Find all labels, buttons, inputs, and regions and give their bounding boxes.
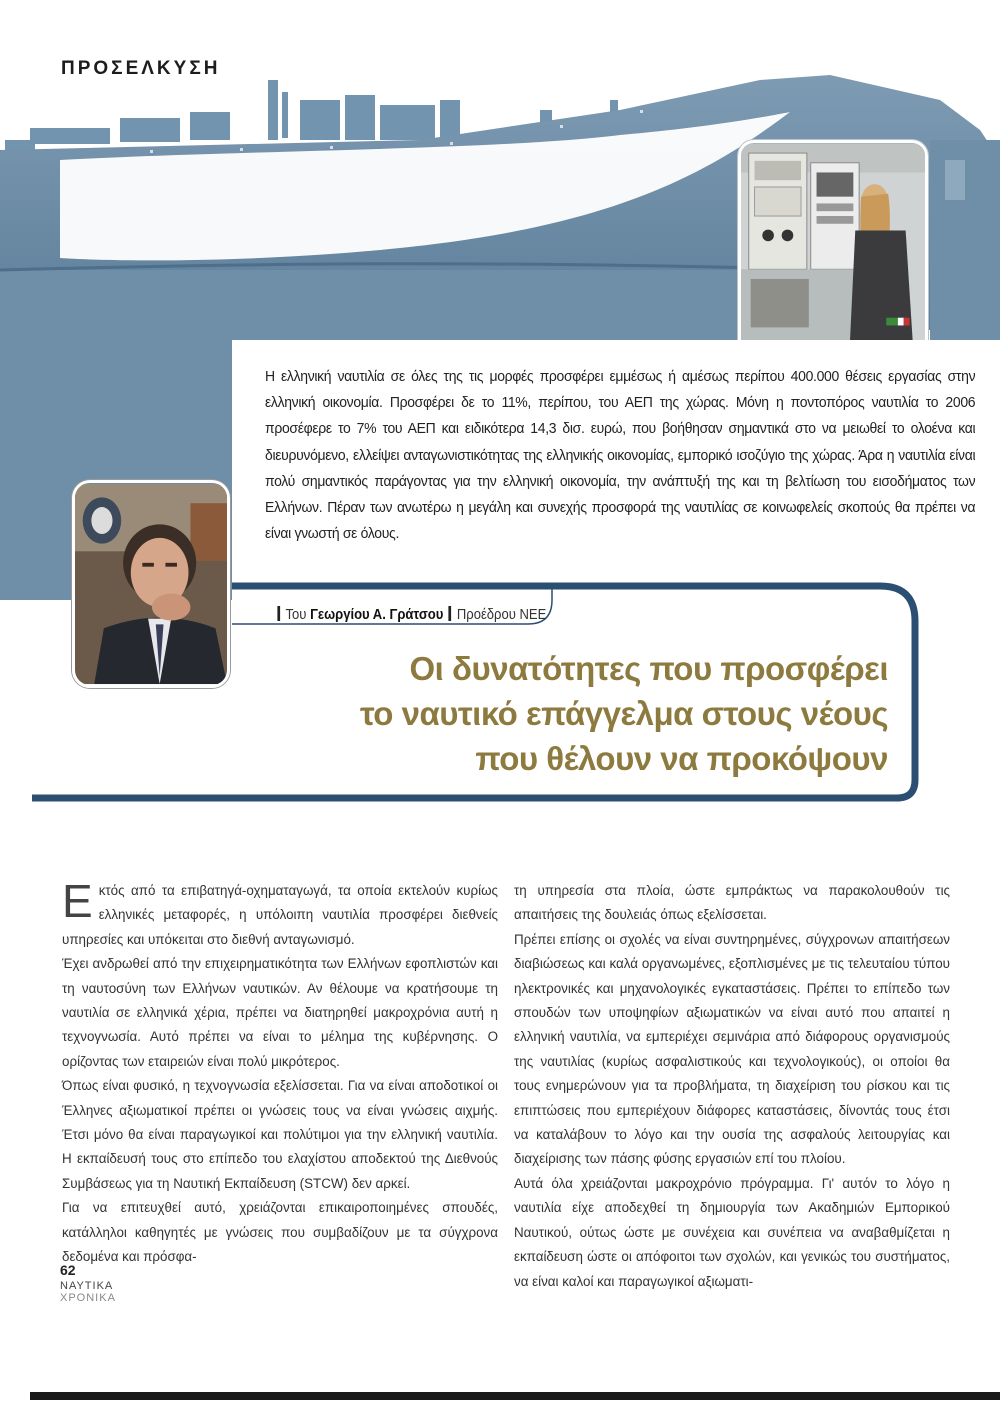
byline-prefix: Του — [285, 607, 307, 623]
body-paragraph: Όπως είναι φυσικό, η τεχνογνωσία εξελίσσεται. Για να είναι αποδοτικοί οι Έλληνες αξιωματικοί πρέπει οι γνώσεις τους να είναι γνώσεις αιχμής. Έτσι μόνο θα είναι παραγωγικοί και πολύτιμοι για την ελληνική ναυτιλία. Η εκπαίδευσή τους στο επίπεδο του ελαχίστου αποδεκτού της Διεθνούς Συμβάσεως για τη Ναυτική Εκπαίδευση (STCW) δεν αρκεί. — [62, 1078, 498, 1191]
body-column-right — [514, 879, 950, 1294]
drop-cap: Ε — [62, 875, 93, 927]
byline-separator — [277, 606, 280, 621]
body-paragraph — [62, 875, 498, 952]
byline-separator — [449, 606, 452, 621]
body-paragraph: Έχει ανδρωθεί από την επιχειρηματικότητα των Ελλήνων εφοπλιστών και τη ναυτοσύνη των Ελλήνων ναυτικών. Αν θέλουμε να κρατήσουμε τη ναυτιλία σε ελληνικά χέρια, πρέπει να διατηρηθεί μακροχρόνια αυτή η τεχνογνωσία. Αυτό πρέπει να είναι το μέλημα της κυβέρνησης. Ο ορίζοντας των εταιρειών είναι πολύ μικρότερος. — [62, 956, 498, 1069]
radio-room-photo — [738, 140, 928, 355]
byline-role: Προέδρου ΝΕΕ — [456, 607, 547, 623]
body-column-left — [62, 875, 498, 1270]
byline — [272, 606, 546, 623]
author-portrait — [72, 480, 230, 688]
article-title — [320, 646, 888, 781]
body-paragraph: Για να επιτευχθεί αυτό, χρειάζονται επικαιροποιημένες σπουδές, κατάλληλοι καθηγητές με γνώσεις που συμβαδίζουν με τα σύγχρονα δεδομένα και πρόσφα- — [62, 1200, 498, 1265]
body-paragraph: Αυτά όλα χρειάζονται μακροχρόνιο πρόγραμμα. Γι' αυτόν το λόγο η ναυτιλία είχε αποδεχθεί τη δημιουργία των Ακαδημιών Εμπορικού Ναυτικού, ούτως ώστε με συνέχεια και συνέπεια να αναβαθμίζεται η εκπαίδευση ώστε οι απόφοιτοι των σχολών, και γενικώς του συστήματος, να είναι καλοί και παραγωγικοί αξιωματι- — [514, 1175, 950, 1289]
title-line-3: που θέλουν να προκόψουν — [475, 740, 888, 777]
intro-paragraph: Η ελληνική ναυτιλία σε όλες της τις μορφές προσφέρει εμμέσως ή αμέσως περίπου 400.000 θέσεις εργασίας στην ελληνική οικονομία. Προσφέρει δε το 11%, περίπου, του ΑΕΠ της χώρας. Μόνη η ποντοπόρος ναυτιλία το 2006 προσέφερε το 7% του ΑΕΠ και ειδικότερα 14,3 δισ. ευρώ, που βοήθησαν σημαντικά στο να μειωθεί το ολοένα και διευρυνόμενο, ελλείψει ανταγωνιστικότητας της ελληνικής οικονομίας, εμπορικό ισοζύγιο της χώρας. Άρα η ναυτιλία είναι πολύ σημαντικός παράγοντας για την ελληνική οικονομία, την ανάπτυξή της και τη βελτίωση του εισοδήματος των Ελλήνων. Πέραν των ανωτέρω η μεγάλη και συνεχής προσφορά της ναυτιλίας σε κοινωφελείς σκοπούς θα πρέπει να είναι γνωστή σε όλους. — [265, 368, 976, 543]
body-text: κτός από τα επιβατηγά-οχηματαγωγά, τα οποία εκτελούν κυρίως ελληνικές μεταφορές, η υπόλοιπη ναυτιλία προσφέρει διεθνείς υπηρεσίες και υπόκειται στο διεθνή ανταγωνισμό. — [62, 883, 498, 947]
title-line-2: το ναυτικό επάγγελμα στους νέους — [359, 695, 888, 732]
magazine-name-line-1: ΝΑΥΤΙΚΑ — [60, 1280, 114, 1292]
body-paragraph: τη υπηρεσία στα πλοία, ώστε εμπράκτως να παρακολουθούν τις απαιτήσεις της δουλειάς όπως εξελίσσεται. — [514, 883, 950, 923]
magazine-name-line-2: ΧΡΟΝΙΚΑ — [60, 1292, 116, 1304]
bottom-rule — [30, 1392, 1000, 1400]
byline-author: Γεωργίου Α. Γράτσου — [310, 607, 444, 623]
page-number: 62 — [60, 1262, 76, 1278]
section-label: ΠΡΟΣΕΛΚΥΣΗ — [61, 58, 221, 79]
title-line-1: Οι δυνατότητες που προσφέρει — [409, 650, 888, 687]
body-paragraph: Πρέπει επίσης οι σχολές να είναι συντηρημένες, σύγχρονων απαιτήσεων διαβιώσεως και καλά οργανωμένες, εξοπλισμένες με τις τελευταίου τύπου ηλεκτρονικές και μηχανολογικές εγκαταστάσεις. Πρέπει το επίπεδο των σπουδών των υποψηφίων αξιωματικών να είναι αυτό που απαιτεί η ελληνική ναυτιλία, να εμπεριέχει σεμινάρια από διάφορους οργανισμούς της ναυτιλίας (κυρίως ασφαλιστικούς και τεχνολογικούς), οι οποίοι θα τους ενημερώνουν για τα προβλήματα, τη διαχείριση του ρίσκου και τις επιπτώσεις που εμπεριέχουν διάφορες καταστάσεις, δίνοντάς τους έτσι να καταλάβουν το λόγο και την ουσία της ασφαλούς λειτουργίας και διαχείρισης των πάσης φύσης εργασιών επί του πλοίου. — [514, 931, 950, 1167]
